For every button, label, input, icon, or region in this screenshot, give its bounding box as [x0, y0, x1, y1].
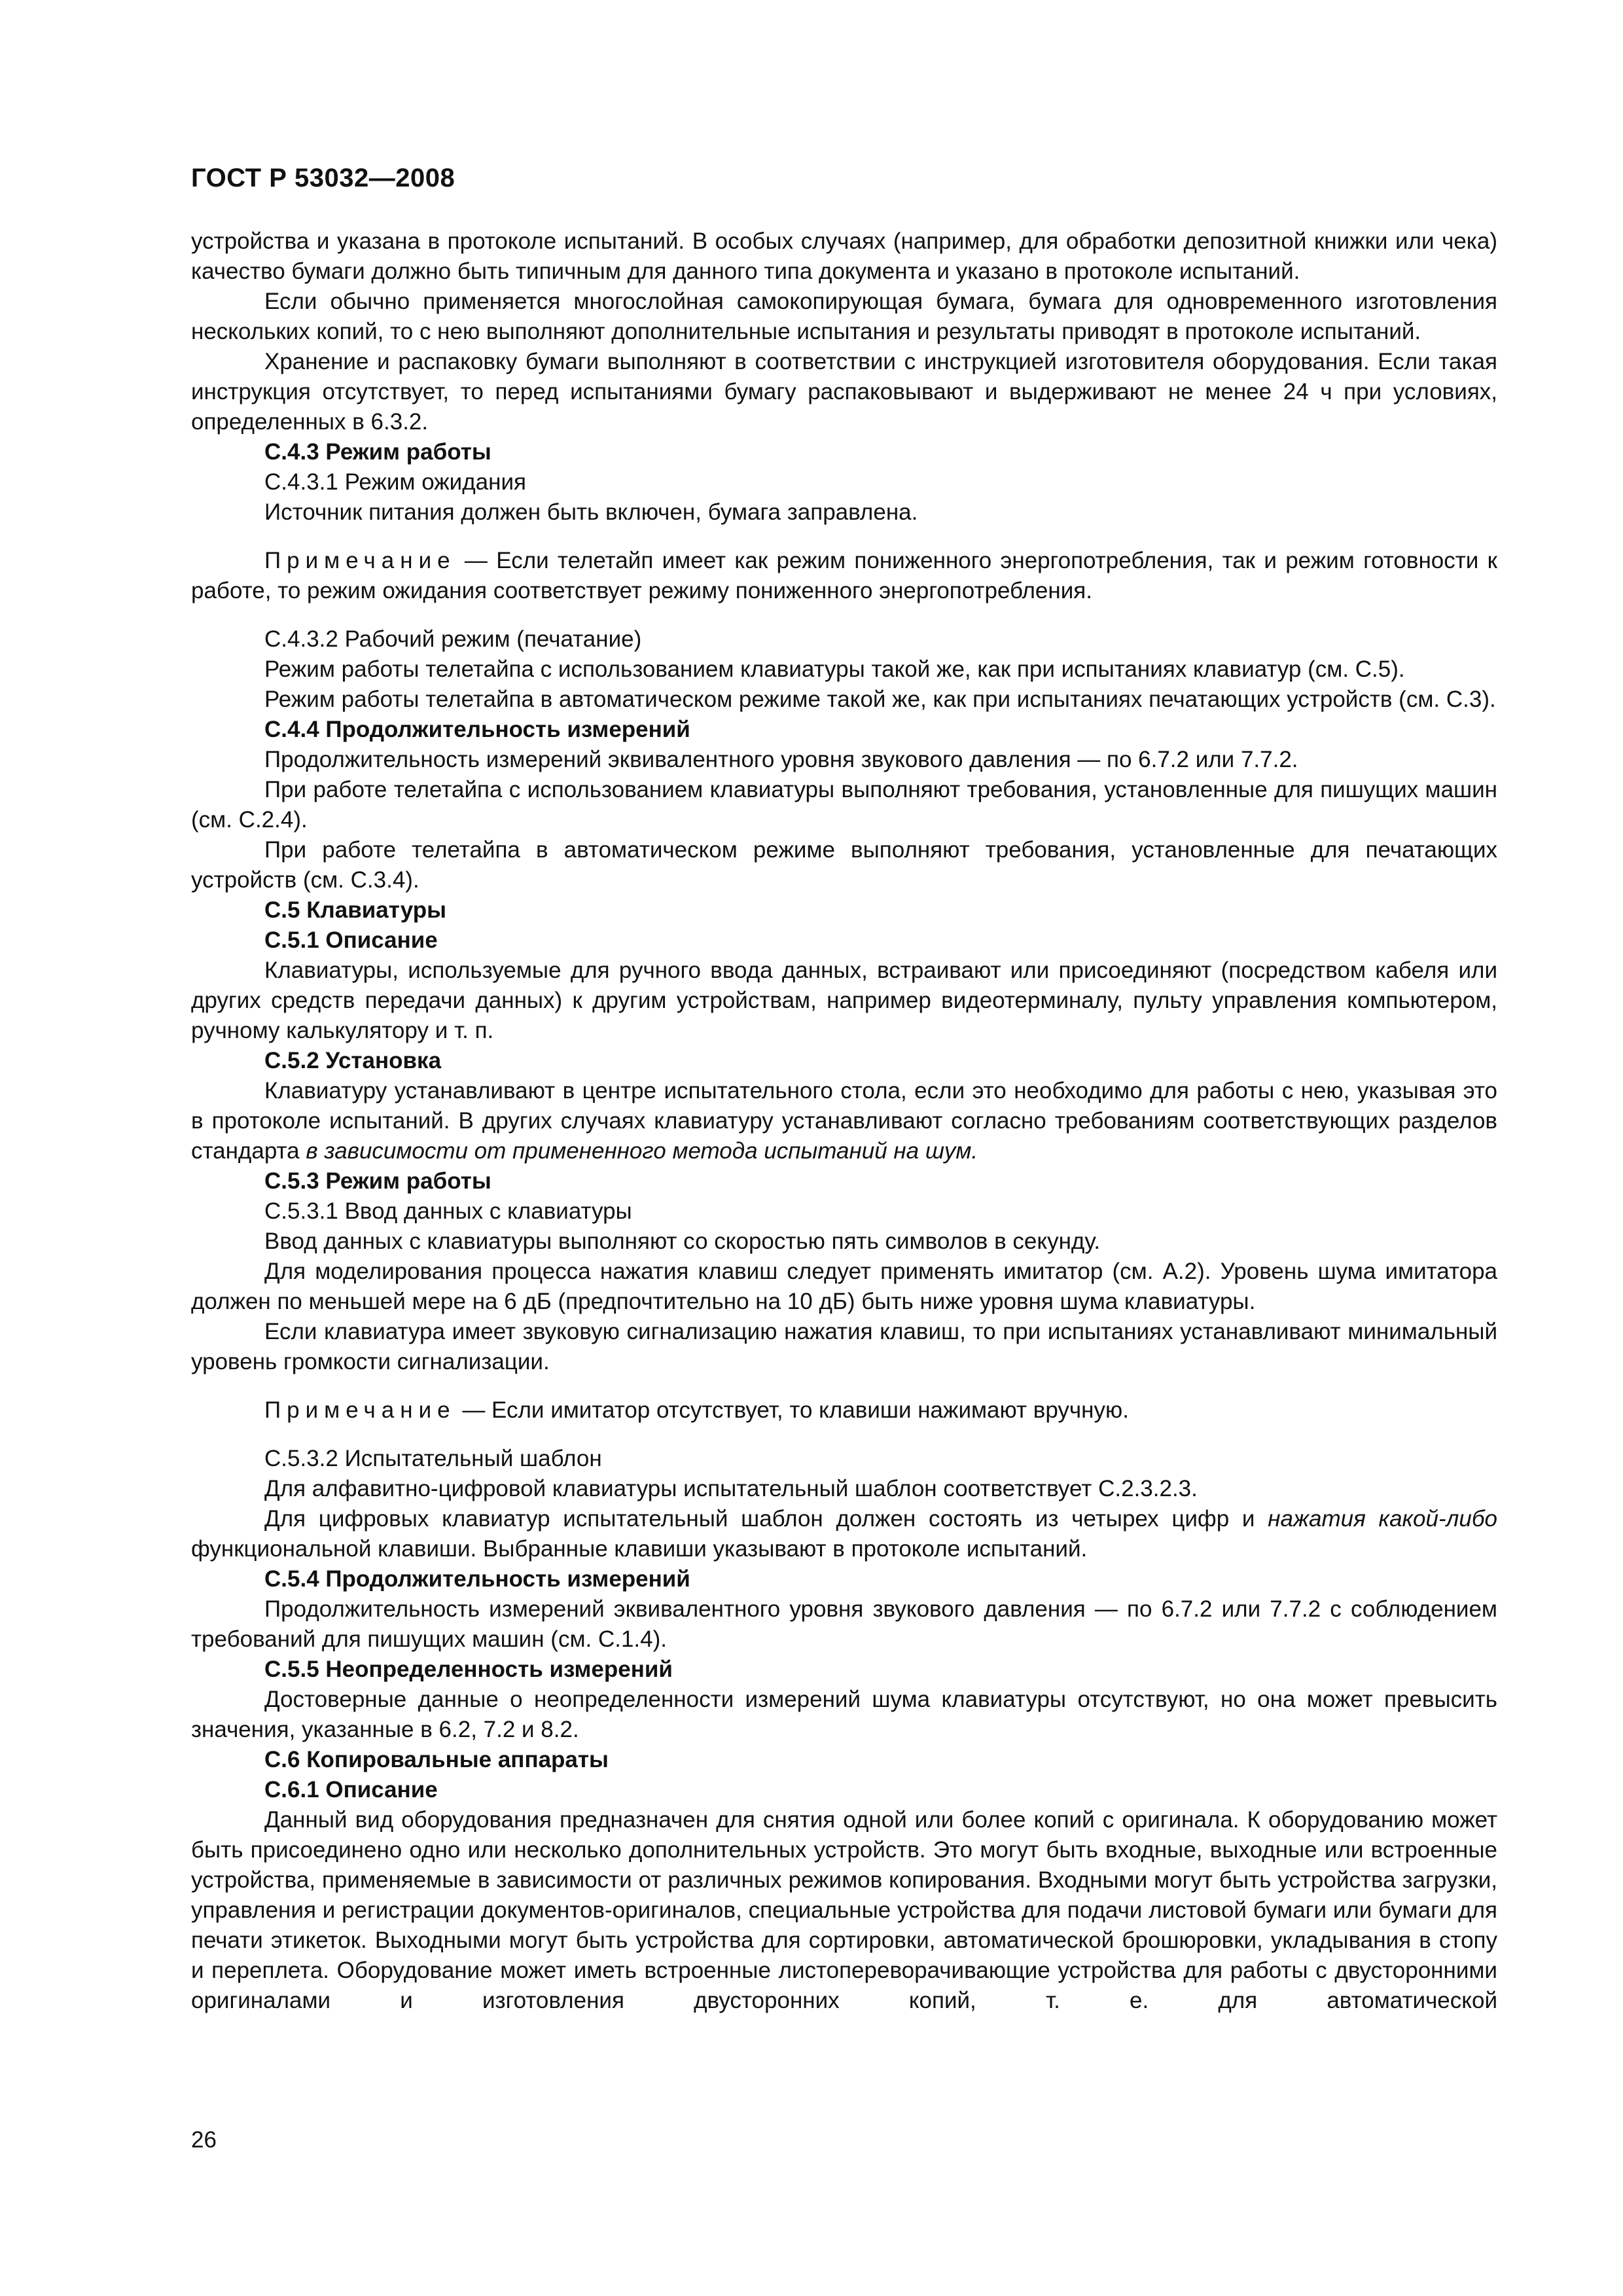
subsection-heading-c531: С.5.3.1 Ввод данных с клавиатуры: [264, 1198, 632, 1224]
emphasis-text: в зависимости от примененного метода испытаний на шум.: [306, 1138, 978, 1164]
paragraph: Ввод данных с клавиатуры выполняют со скоростью пять символов в секунду.: [264, 1229, 1101, 1254]
paragraph: Продолжительность измерений эквивалентного уровня звукового давления — по 6.7.2 или 7.7.2.: [264, 747, 1298, 772]
note-2: [191, 1395, 1497, 1426]
paragraph: Если обычно применяется многослойная самокопирующая бумага, бумага для одновременного изготовления нескольких копий, то с нею выполняют дополнительные испытания и результаты приводят в протоколе испытаний.: [191, 289, 1497, 344]
note-text: — Если имитатор отсутствует, то клавиши нажимают вручную.: [455, 1397, 1129, 1423]
emphasis-text: нажатия какой-либо: [1268, 1506, 1497, 1532]
paragraph: Данный вид оборудования предназначен для снятия одной или более копий с оригинала. К оборудованию может быть присоединено одно или несколько дополнительных устройств. Это могут быть входные, выходные или встроенные устройства, применяемые в зависимости от различных режимов копирования. Входными могут быть устройства загрузки, управления и регистрации документов-оригиналов, специальные устройства для подачи листовой бумаги или бумаги для печати этикеток. Выходными могут быть устройства для сортировки, автоматической брошюровки, укладывания в стопу и переплета. Оборудование может иметь встроенные листопереворачивающие устройства для работы с двусторонними оригиналами и изготовления двусторонних копий, т. е. для автоматической: [191, 1807, 1497, 2013]
section-heading-c43: С.4.3 Режим работы: [264, 439, 491, 465]
paragraph: [191, 1076, 1497, 1166]
paragraph: Источник питания должен быть включен, бумага заправлена.: [264, 499, 918, 525]
section-heading-c61: С.6.1 Описание: [264, 1777, 438, 1803]
paragraph-text: Для цифровых клавиатур испытательный шаблон должен состоять из четырех цифр и: [264, 1506, 1268, 1532]
document-header: ГОСТ Р 53032—2008: [191, 164, 455, 192]
section-heading-c53: С.5.3 Режим работы: [264, 1168, 491, 1194]
paragraph: [191, 1504, 1497, 1564]
paragraph: При работе телетайпа в автоматическом режиме выполняют требования, установленные для печатающих устройств (см. С.3.4).: [191, 837, 1497, 893]
subsection-heading-c431: С.4.3.1 Режим ожидания: [264, 469, 526, 495]
paragraph-text: функциональной клавиши. Выбранные клавиши указывают в протоколе испытаний.: [191, 1536, 1088, 1562]
paragraph: Хранение и распаковку бумаги выполняют в соответствии с инструкцией изготовителя оборудования. Если такая инструкция отсутствует, то перед испытаниями бумагу распаковывают и выдерживают не менее 24 ч при условиях, определенных в 6.3.2.: [191, 349, 1497, 435]
paragraph: Режим работы телетайпа в автоматическом режиме такой же, как при испытаниях печатающих устройств (см. С.3).: [264, 687, 1496, 712]
paragraph: Если клавиатура имеет звуковую сигнализацию нажатия клавиш, то при испытаниях устанавливают минимальный уровень громкости сигнализации.: [191, 1319, 1497, 1374]
section-heading-c52: С.5.2 Установка: [264, 1048, 442, 1073]
paragraph: устройства и указана в протоколе испытаний. В особых случаях (например, для обработки депозитной книжки или чека) качество бумаги должно быть типичным для данного типа документа и указано в протоколе испытаний.: [191, 228, 1497, 284]
page-number: 26: [191, 2127, 217, 2153]
section-heading-c54: С.5.4 Продолжительность измерений: [264, 1566, 690, 1592]
note-label: Примечание: [264, 1397, 456, 1423]
paragraph: Продолжительность измерений эквивалентного уровня звукового давления — по 6.7.2 или 7.7.2 с соблюдением требований для пишущих машин (см. С.1.4).: [191, 1596, 1497, 1652]
paragraph: При работе телетайпа с использованием клавиатуры выполняют требования, установленные для пишущих машин (см. С.2.4).: [191, 777, 1497, 833]
paragraph-text: Клавиатуру устанавливают в центре испытательного стола, если это необходимо для работы с нею, указывая это в протоколе испытаний. В других случаях клавиатуру устанавливают согласно требованиям соответствующих разделов стандарта: [191, 1078, 1497, 1164]
section-heading-c55: С.5.5 Неопределенность измерений: [264, 1657, 673, 1682]
section-heading-c44: С.4.4 Продолжительность измерений: [264, 717, 690, 742]
paragraph: Для алфавитно-цифровой клавиатуры испытательный шаблон соответствует С.2.3.2.3.: [264, 1476, 1198, 1501]
note-text: — Если телетайп имеет как режим пониженного энергопотребления, так и режим готовности к работе, то режим ожидания соответствует режиму пониженного энергопотребления.: [191, 548, 1497, 603]
note-1: [191, 546, 1497, 606]
section-heading-c5: С.5 Клавиатуры: [264, 897, 447, 923]
document-body: [191, 226, 1497, 2016]
paragraph: Режим работы телетайпа с использованием клавиатуры такой же, как при испытаниях клавиатур (см. С.5).: [264, 656, 1405, 682]
paragraph: Достоверные данные о неопределенности измерений шума клавиатуры отсутствуют, но она может превысить значения, указанные в 6.2, 7.2 и 8.2.: [191, 1687, 1497, 1742]
subsection-heading-c432: С.4.3.2 Рабочий режим (печатание): [264, 626, 642, 652]
subsection-heading-c532: С.5.3.2 Испытательный шаблон: [264, 1446, 602, 1471]
paragraph: Клавиатуры, используемые для ручного ввода данных, встраивают или присоединяют (посредством кабеля или других средств передачи данных) к другим устройствам, например видеотерминалу, пульту управления компьютером, ручному калькулятору и т. п.: [191, 958, 1497, 1043]
section-heading-c51: С.5.1 Описание: [264, 927, 438, 953]
note-label: Примечание: [264, 548, 456, 573]
paragraph: Для моделирования процесса нажатия клавиш следует применять имитатор (см. А.2). Уровень шума имитатора должен по меньшей мере на 6 дБ (предпочтительно на 10 дБ) быть ниже уровня шума клавиатуры.: [191, 1259, 1497, 1314]
section-heading-c6: С.6 Копировальные аппараты: [264, 1747, 609, 1772]
